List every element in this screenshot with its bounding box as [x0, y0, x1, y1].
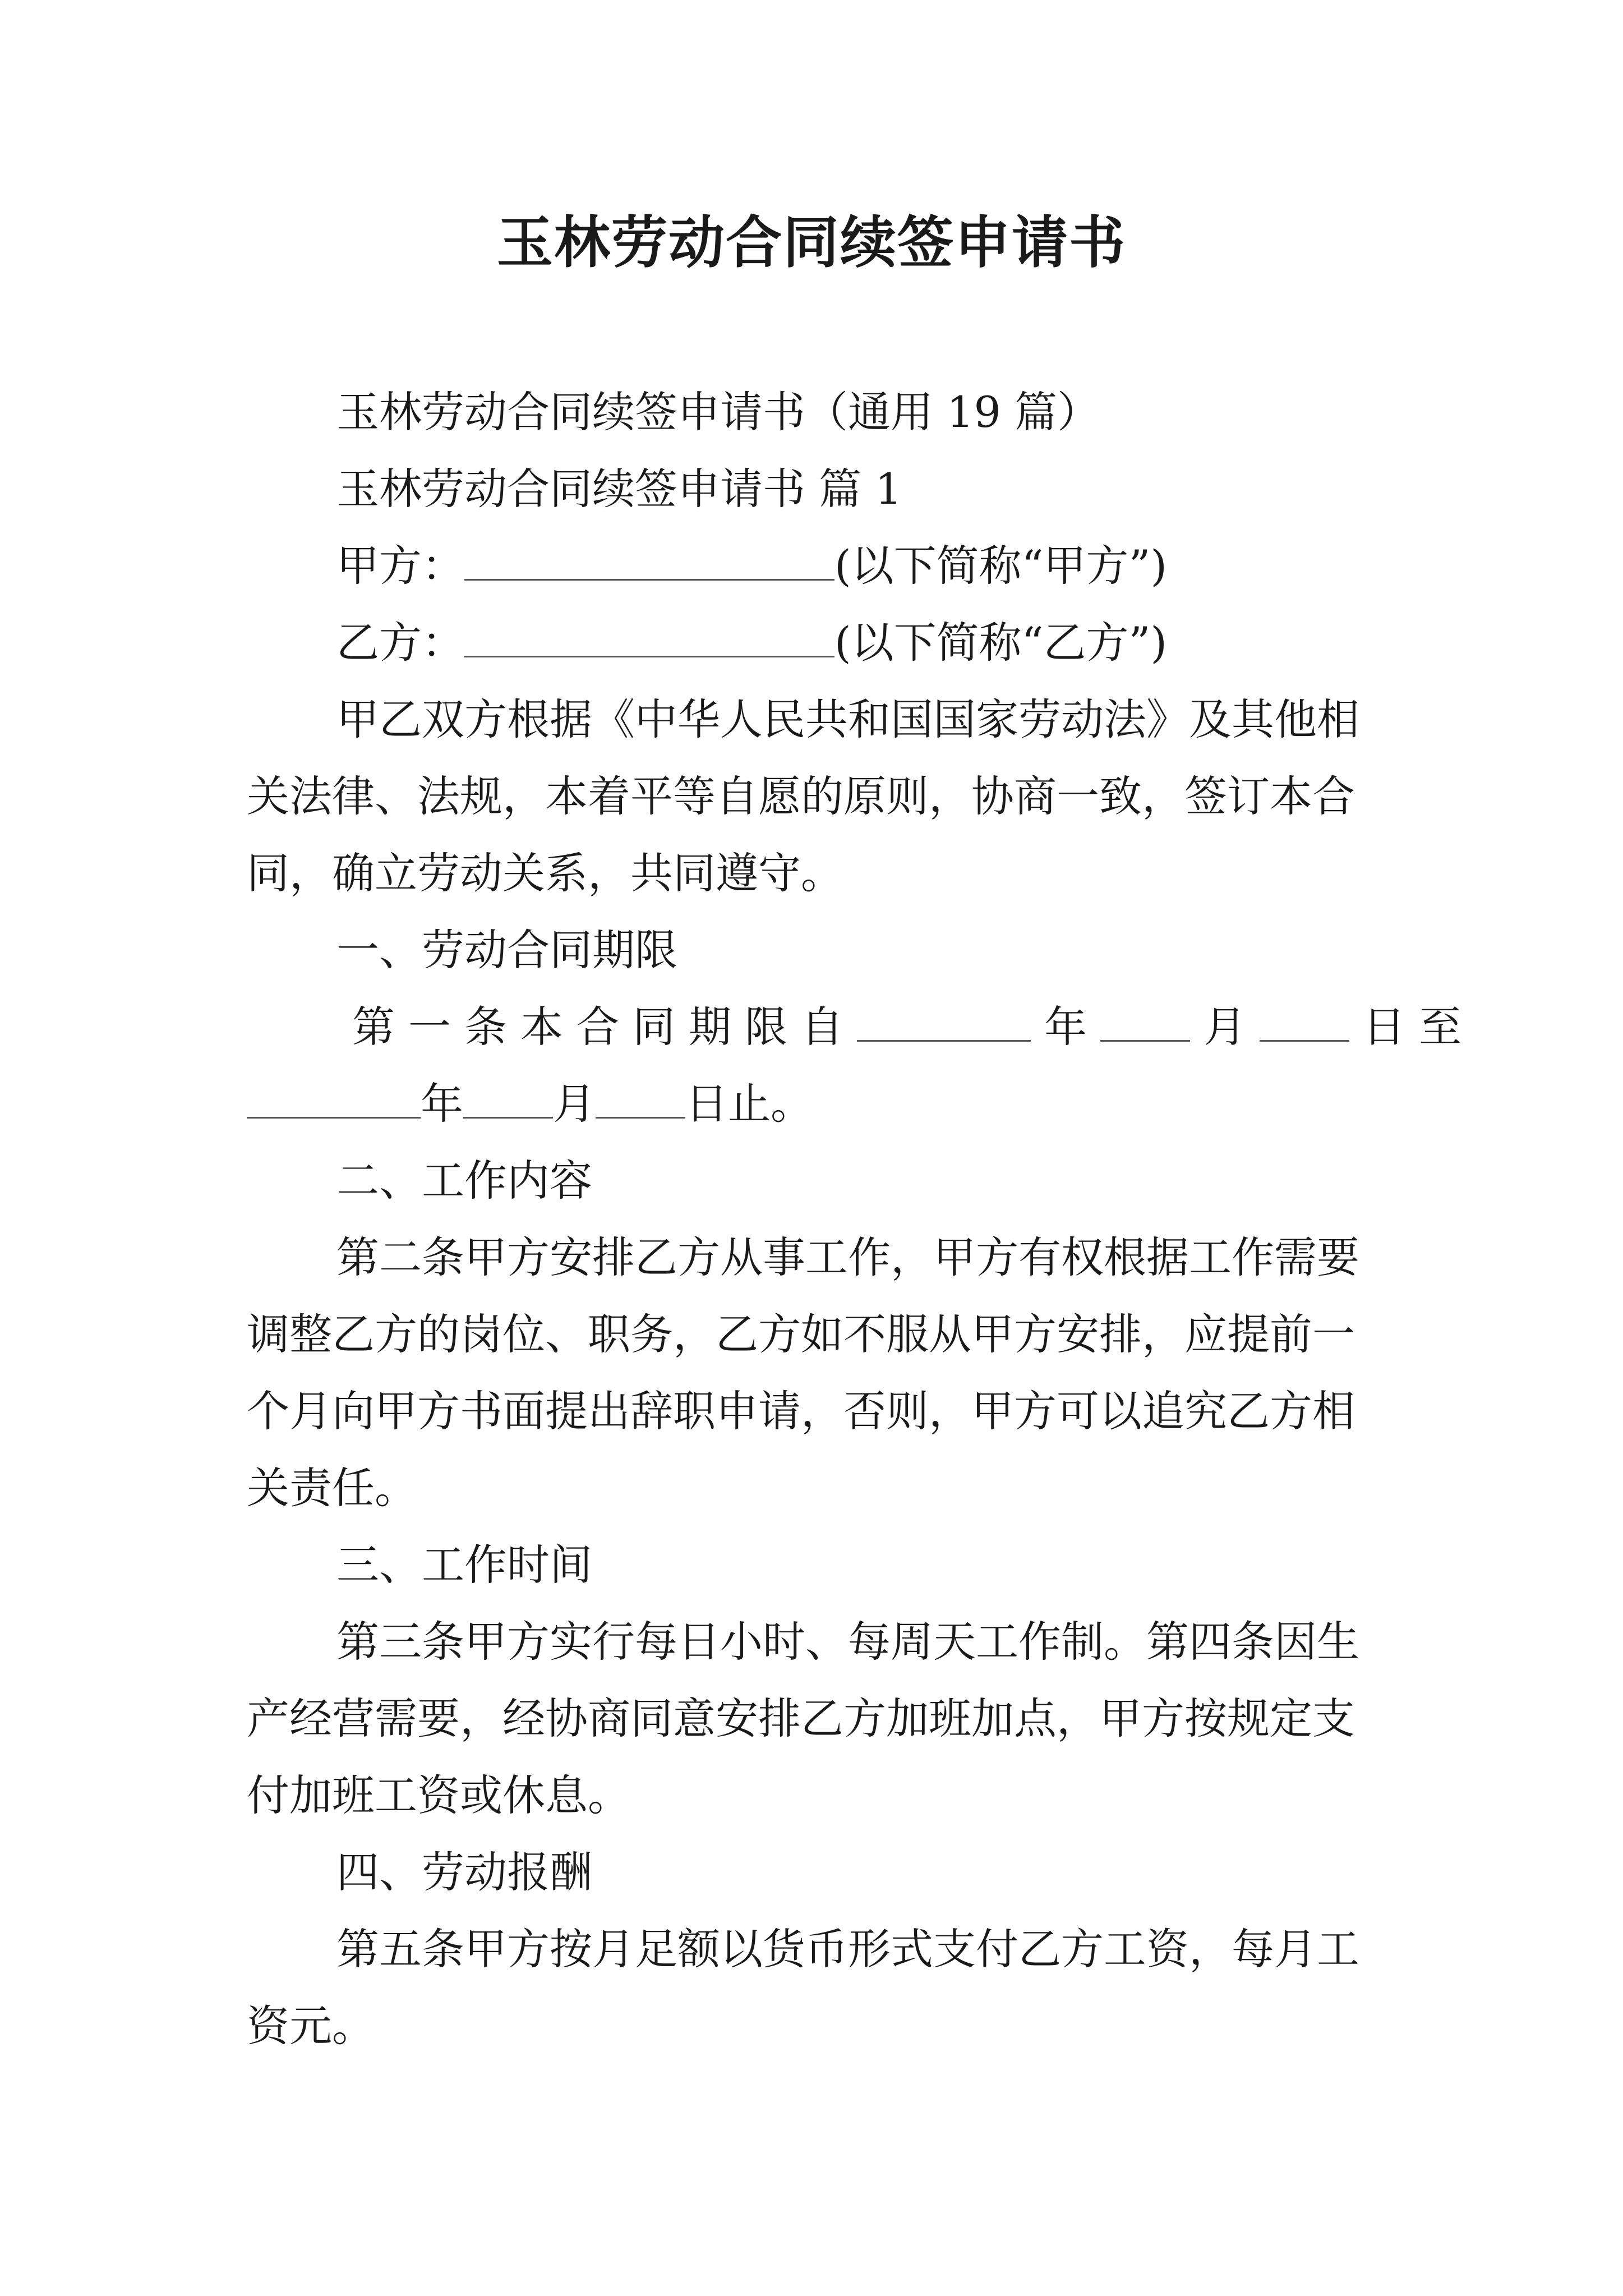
article-5-line-2: 资元。 — [247, 2001, 375, 2051]
intro-line-1: 甲乙双方根据《中华人民共和国国家劳动法》及其他相 — [336, 694, 1359, 744]
article-3-line-3: 付加班工资或休息。 — [247, 1770, 630, 1820]
party-a-blank — [464, 544, 834, 581]
article-2-line-1: 第二条甲方安排乙方从事工作，甲方有权根据工作需要 — [336, 1232, 1359, 1282]
article-2-line-3: 个月向甲方书面提出辞职申请，否则，甲方可以追究乙方相 — [247, 1386, 1355, 1436]
party-a-label: 甲方： — [336, 541, 464, 591]
month-label-2: 月 — [553, 1079, 596, 1129]
article-1-prefix: 第一条本合同期限自 — [352, 1002, 857, 1052]
end-month-blank — [463, 1082, 553, 1119]
party-b-label: 乙方： — [336, 618, 464, 668]
article-3-line-1: 第三条甲方实行每日小时、每周天工作制。第四条因生 — [336, 1617, 1359, 1667]
heading-work-time: 三、工作时间 — [336, 1540, 592, 1590]
party-b-line — [336, 618, 1167, 668]
day-end-label: 日止。 — [685, 1079, 813, 1129]
document-title: 玉林劳动合同续签申请书 — [497, 209, 1126, 275]
article-3-line-2: 产经营需要，经协商同意安排乙方加班加点，甲方按规定支 — [247, 1694, 1355, 1743]
month-label: 月 — [1204, 1002, 1260, 1052]
intro-line-2: 关法律、法规，本着平等自愿的原则，协商一致，签订本合 — [247, 771, 1355, 821]
article-1-line-1 — [352, 1002, 1475, 1052]
year-label: 年 — [1044, 1002, 1100, 1052]
intro-line-3: 同，确立劳动关系，共同遵守。 — [247, 848, 843, 898]
end-day-blank — [596, 1082, 685, 1119]
start-day-blank — [1260, 1005, 1349, 1042]
start-year-blank — [857, 1005, 1031, 1042]
end-year-blank — [247, 1082, 421, 1119]
day-to-label: 日至 — [1363, 1002, 1475, 1052]
heading-work-content: 二、工作内容 — [336, 1156, 592, 1205]
article-2-line-2: 调整乙方的岗位、职务，乙方如不服从甲方安排，应提前一 — [247, 1309, 1355, 1359]
start-month-blank — [1100, 1005, 1190, 1042]
party-b-blank — [464, 621, 834, 657]
heading-remuneration: 四、劳动报酬 — [336, 1847, 592, 1897]
article-2-line-4: 关责任。 — [247, 1463, 417, 1513]
party-a-line — [336, 541, 1167, 591]
article-5-line-1: 第五条甲方按月足额以货币形式支付乙方工资，每月工 — [336, 1924, 1359, 1974]
year-label-2: 年 — [421, 1079, 463, 1129]
party-b-suffix: (以下简称“乙方”) — [834, 618, 1168, 668]
article-1-line-2 — [247, 1079, 813, 1129]
party-a-suffix: (以下简称“甲方”) — [834, 541, 1168, 591]
subtitle: 玉林劳动合同续签申请书（通用 19 篇） — [336, 387, 1100, 437]
section-title: 玉林劳动合同续签申请书 篇 1 — [336, 464, 902, 514]
heading-contract-term: 一、劳动合同期限 — [336, 925, 677, 975]
